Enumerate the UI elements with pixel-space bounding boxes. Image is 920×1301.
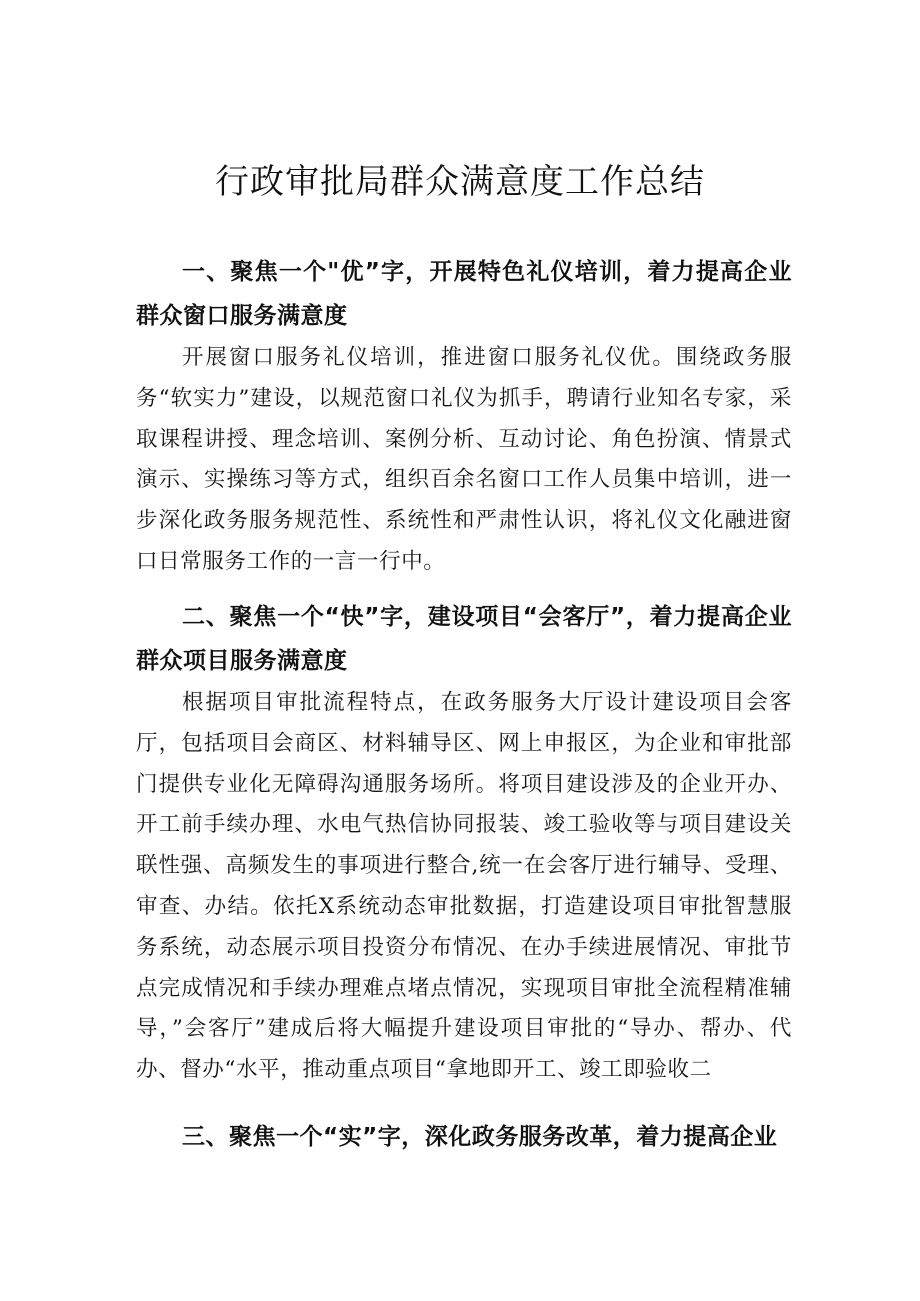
section-3-heading: 三、聚焦一个“实”字，深化政务服务改革，着力提高企业: [182, 1124, 778, 1150]
section-2-body: [136, 683, 792, 1091]
section-1-body: [136, 338, 792, 583]
section-1-paragraph: 开展窗口服务礼仪培训，推进窗口服务礼仪优。围绕政务服务“软实力”建设，以规范窗口礼仪为抓手，聘请行业知名专家，采取课程讲授、理念培训、案例分析、互动讨论、角色扮演、情景式演示、实操练习等方式，组织百余名窗口工作人员集中培训，进一步深化政务服务规范性、系统性和严肃性认识，将礼仪文化融进窗口日常服务工作的一言一行中。: [136, 345, 792, 574]
section-1: [136, 250, 792, 338]
section-1-heading: 一、聚焦一个"优”字，开展特色礼仪培训，着力提高企业群众窗口服务满意度: [136, 259, 792, 329]
document-title: 行政审批局群众满意度工作总结: [215, 162, 705, 202]
section-2: [136, 595, 792, 683]
section-2-paragraph: 根据项目审批流程特点，在政务服务大厅设计建设项目会客厅，包括项目会商区、材料辅导区、网上申报区，为企业和审批部门提供专业化无障碍沟通服务场所。将项目建设涉及的企业开办、开工前手续办理、水电气热信协同报装、竣工验收等与项目建设关联性强、高频发生的事项进行整合,统一在会客厅进行辅导、受理、审查、办结。依托X系统动态审批数据，打造建设项目审批智慧服务系统，动态展示项目投资分布情况、在办手续进展情况、审批节点完成情况和手续办理难点堵点情况，实现项目审批全流程精准辅导，”会客厅”建成后将大幅提升建设项目审批的“导办、帮办、代办、督办“水平，推动重点项目“拿地即开工、竣工即验收二: [136, 690, 792, 1083]
section-2-heading: 二、聚焦一个“快”字，建设项目“会客厅”，着力提高企业群众项目服务满意度: [136, 604, 792, 674]
section-3: [136, 1115, 792, 1159]
